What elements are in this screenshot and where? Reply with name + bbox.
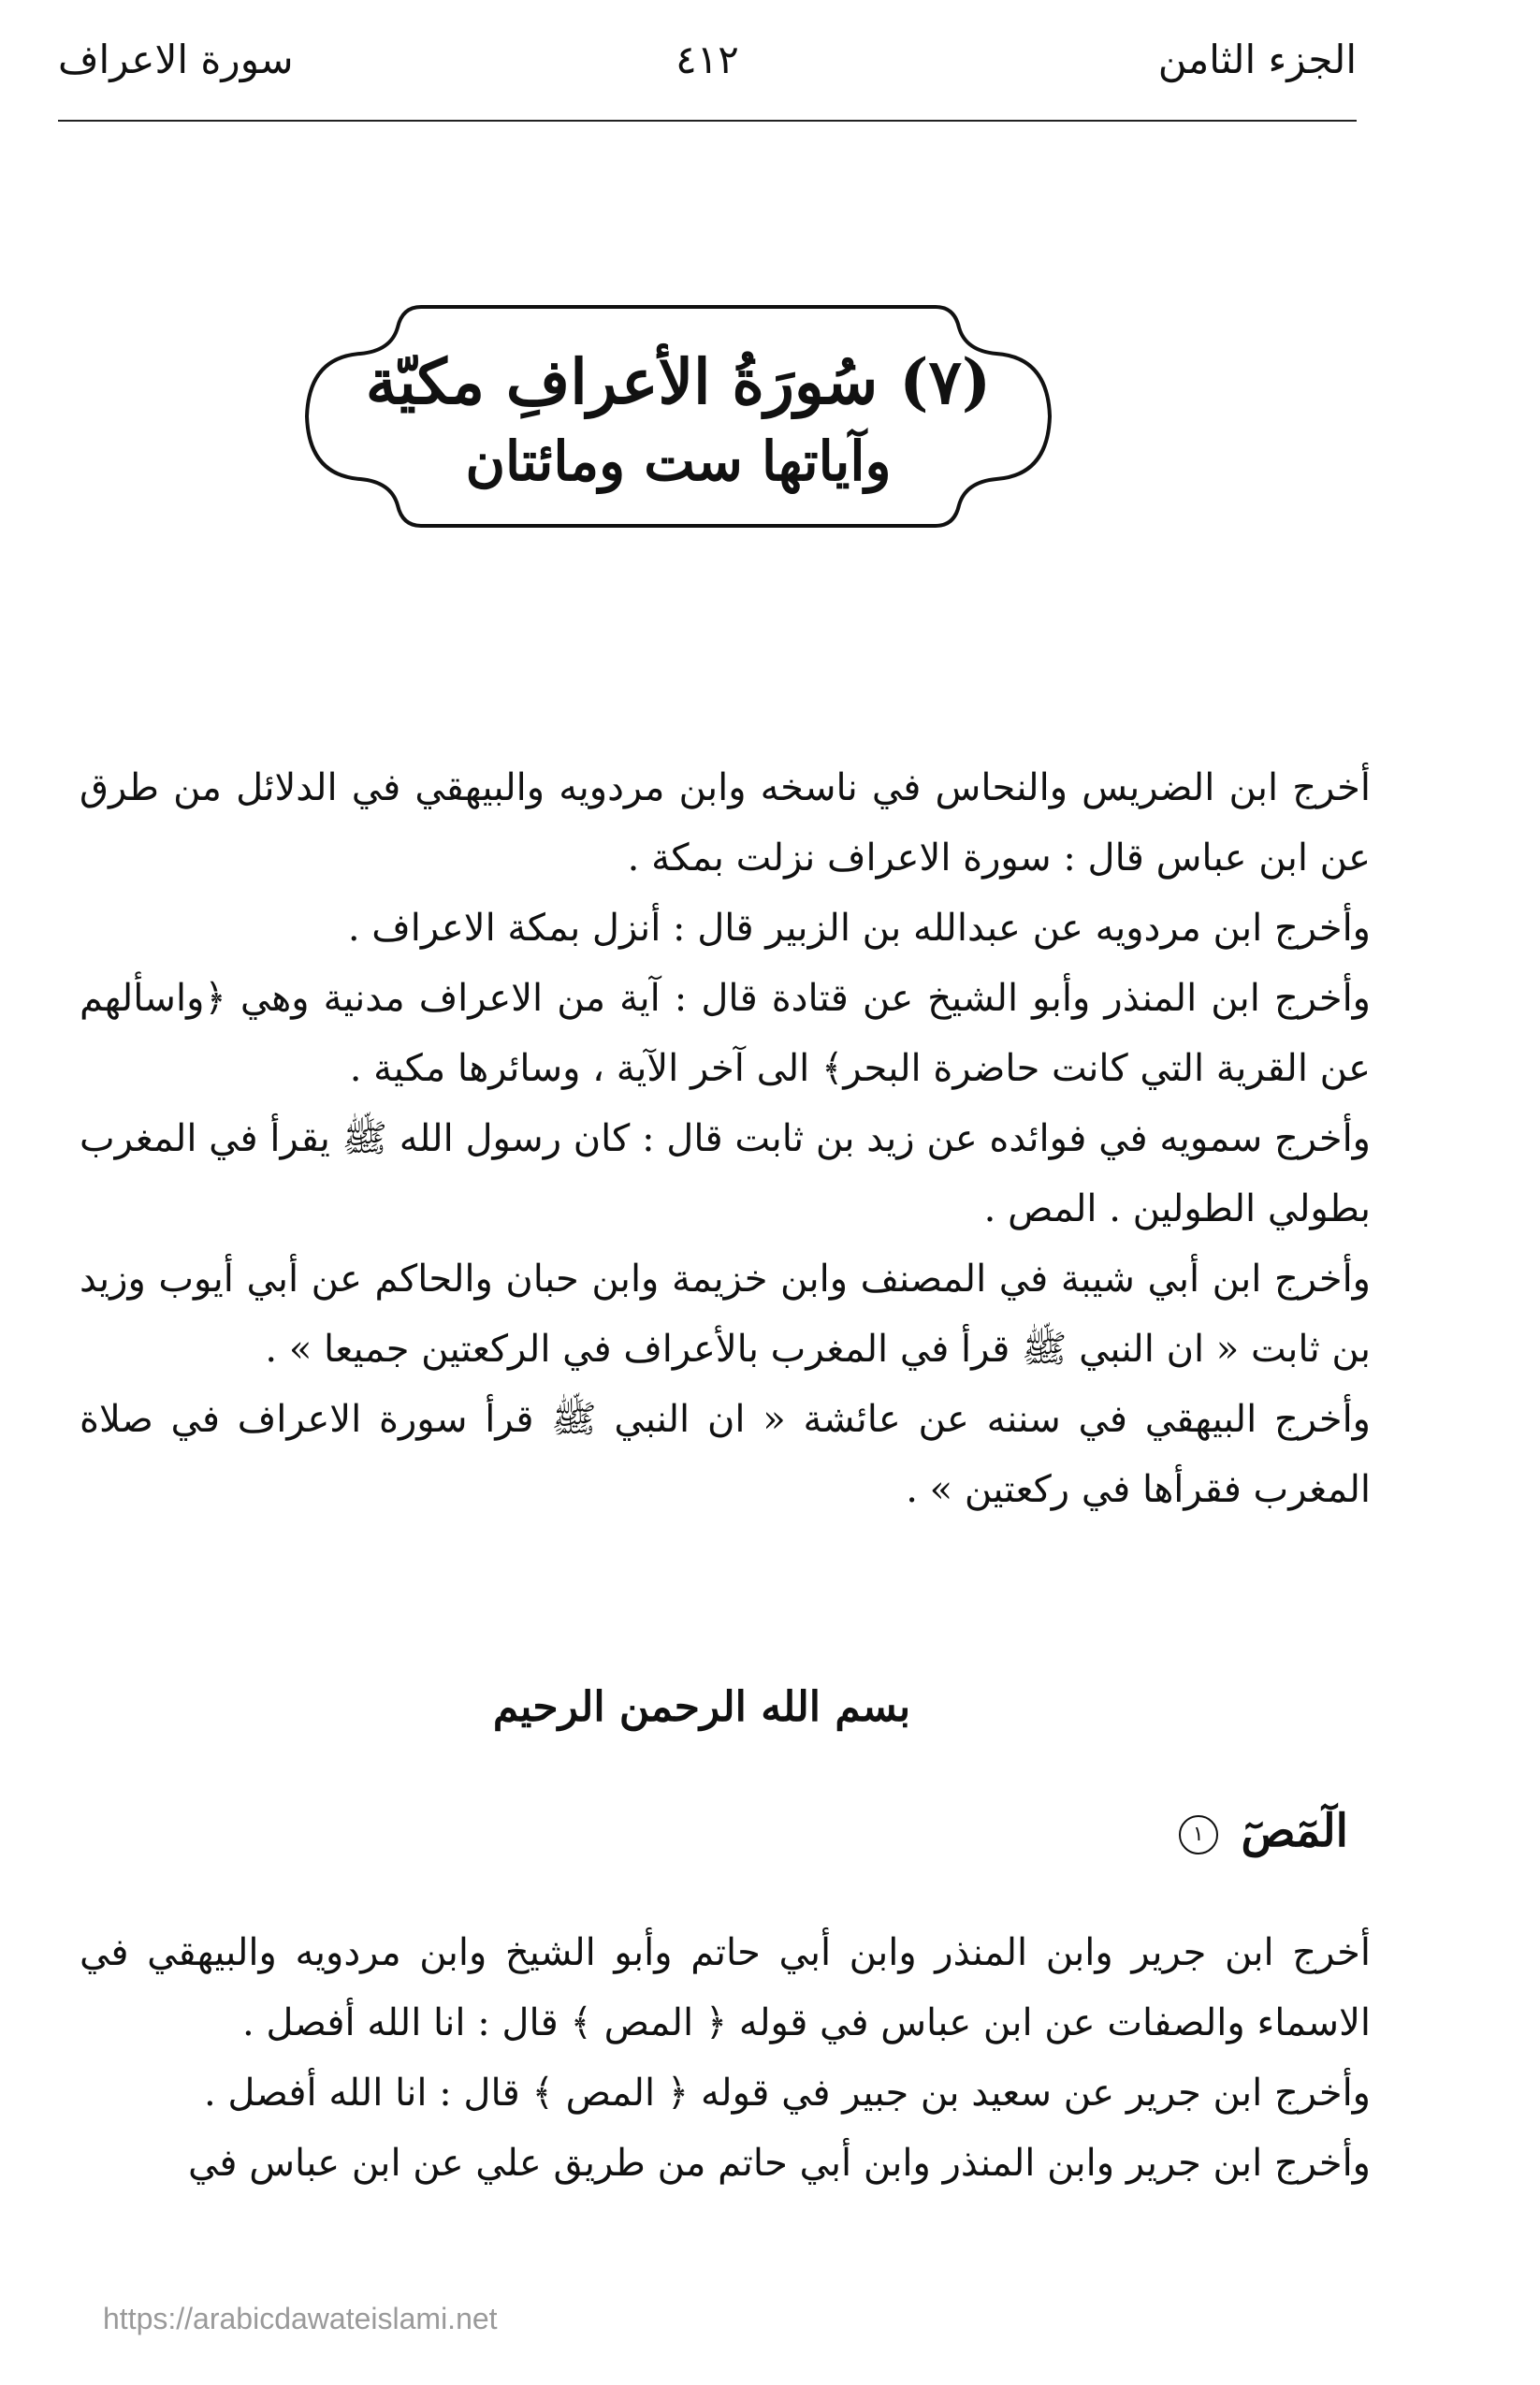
paragraph: وأخرج البيهقي في سننه عن عائشة « ان النبي ﷺ قرأ سورة الاعراف في صلاة المغرب فقرأها في ركعتين » .	[80, 1398, 1371, 1511]
paragraph: وأخرج ابن المنذر وأبو الشيخ عن قتادة قال : آية من الاعراف مدنية وهي ﴿واسألهم عن القرية التي كانت حاضرة البحر﴾ الى آخر الآية ، وسائرها مكية .	[80, 977, 1371, 1090]
part-label: الجزء الثامن	[1157, 36, 1357, 82]
verse-number-marker: ١	[1179, 1815, 1218, 1854]
paragraph: أخرج ابن الضريس والنحاس في ناسخه وابن مردويه والبيهقي في الدلائل من طرق عن ابن عباس قال : سورة الاعراف نزلت بمكة .	[80, 766, 1371, 880]
page-number: ٤١٢	[676, 36, 739, 82]
commentary-text	[80, 1918, 1371, 2199]
surah-title: (٧) سُورَةُ الأعرافِ مكيّة	[365, 345, 992, 418]
paragraph: وأخرج ابن جرير وابن المنذر وابن أبي حاتم من طريق علي عن ابن عباس في	[188, 2142, 1371, 2185]
verse-text: الٓمٓصٓ	[1241, 1805, 1348, 1857]
header-rule	[58, 120, 1357, 122]
basmala	[374, 1680, 1029, 1736]
watermark-url: https://arabicdawateislami.net	[103, 2302, 498, 2335]
paragraph: وأخرج ابن جرير عن سعيد بن جبير في قوله ﴿ المص ﴾ قال : انا الله أفصل .	[204, 2072, 1371, 2115]
basmala-text: بسم الله الرحمن الرحيم	[492, 1683, 911, 1731]
paragraph: وأخرج سمويه في فوائده عن زيد بن ثابت قال : كان رسول الله ﷺ يقرأ في المغرب بطولي الطولين . المص .	[80, 1117, 1371, 1230]
quran-verse	[1179, 1798, 1348, 1864]
paragraph: أخرج ابن جرير وابن المنذر وابن أبي حاتم وأبو الشيخ وابن مردويه والبيهقي في الاسماء والصفات عن ابن عباس في قوله ﴿ المص ﴾ قال : انا الله أفصل .	[80, 1931, 1371, 2044]
page-header	[58, 28, 1357, 94]
paragraph: وأخرج ابن مردويه عن عبدالله بن الزبير قال : أنزل بمكة الاعراف .	[347, 907, 1371, 950]
surah-verse-count: وآياتها ست ومائتان	[465, 429, 892, 493]
surah-label: سورة الاعراف	[58, 36, 294, 82]
paragraph: وأخرج ابن أبي شيبة في المصنف وابن خزيمة وابن حبان والحاكم عن أبي أيوب وزيد بن ثابت « ان النبي ﷺ قرأ في المغرب بالأعراف في الركعتين جميعا » .	[80, 1258, 1372, 1371]
intro-text	[80, 753, 1371, 1525]
surah-title-cartouche	[299, 299, 1057, 533]
